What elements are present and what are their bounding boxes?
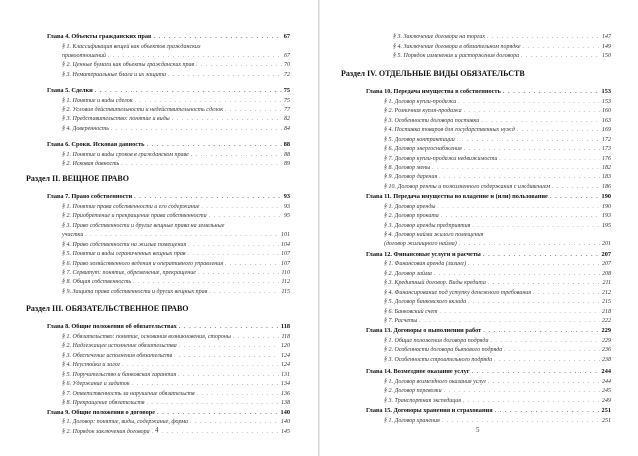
toc-page-number: 195: [602, 223, 611, 229]
toc-page-number: 215: [602, 299, 611, 305]
dot-leader: [179, 322, 279, 332]
toc-entry-title: § 1. Понятие и виды сделок: [62, 98, 133, 104]
toc-page-number: 211: [602, 280, 611, 286]
toc-section-entry[interactable]: [384, 239, 611, 249]
toc-chapter-entry[interactable]: [47, 140, 290, 150]
toc-entry-title: § 2. Договор займа: [384, 271, 432, 277]
toc-page-number: 134: [281, 381, 290, 387]
toc-section-entry[interactable]: [62, 159, 290, 169]
dot-leader: [487, 32, 600, 42]
dot-leader: [209, 287, 279, 297]
toc-page-number: 163: [602, 118, 611, 124]
dot-leader: [521, 51, 600, 61]
left-page: [0, 0, 317, 456]
toc-chapter-entry[interactable]: [47, 192, 290, 202]
toc-chapter-entry[interactable]: [366, 326, 611, 336]
toc-page-number: 190: [602, 204, 611, 210]
toc-entry-title: (договор жилищного найма): [384, 241, 457, 247]
toc-chapter-entry[interactable]: [366, 406, 611, 416]
toc-entry-title: § 7. Сервитут: понятие, обременение, прекращение: [62, 270, 196, 276]
toc-page-number: 212: [602, 290, 611, 296]
toc-section-entry[interactable]: [384, 125, 611, 135]
toc-page-number: 77: [284, 107, 290, 113]
toc-page-number: 251: [602, 418, 611, 424]
toc-page-number: 153: [601, 88, 611, 95]
toc-entry-title: § 2. Условия действительности и недействительность сделок: [62, 107, 224, 113]
dot-leader: [488, 278, 601, 288]
dot-leader: [464, 144, 600, 154]
toc-page-number: 101: [281, 232, 290, 238]
toc-entry-title: § 4. Договор найма жилого помещения: [384, 232, 484, 238]
toc-page-number: 131: [281, 372, 290, 378]
toc-entry-title: § 6. Банковский счет: [384, 309, 438, 315]
toc-chapter-entry[interactable]: [47, 32, 290, 42]
toc-entry-title: Глава 12. Финансовые услуги и расчеты: [366, 251, 481, 258]
toc-page-number: 140: [280, 409, 290, 416]
toc-page-number: 218: [602, 309, 611, 315]
toc-section-entry[interactable]: [62, 60, 290, 70]
dot-leader: [504, 345, 600, 355]
toc-entry-title: § 2. Договор перевозки: [384, 388, 442, 394]
toc-part-heading: Раздел IV. ОТДЕЛЬНЫЕ ВИДЫ ОБЯЗАТЕЛЬСТВ: [341, 69, 525, 78]
toc-entry-title: § 3. Заключение договора на торгах: [393, 34, 486, 40]
toc-entry-title: § 1. Понятие и виды сроков в гражданском праве: [62, 152, 189, 158]
dot-leader: [121, 159, 282, 169]
dot-leader: [550, 192, 600, 202]
toc-section-entry[interactable]: [384, 355, 611, 365]
dot-leader: [209, 211, 282, 221]
toc-chapter-entry[interactable]: [366, 367, 611, 377]
toc-page-number: 72: [284, 72, 290, 78]
toc-entry-title: § 5. Поручительство и банковская гарантия: [62, 372, 177, 378]
toc-entry-title: § 8. Общая собственность: [62, 279, 132, 285]
dot-leader: [468, 297, 600, 307]
toc-page-number: 229: [601, 327, 611, 334]
toc-part-heading: Раздел III. ОБЯЗАТЕЛЬСТВЕННОЕ ПРАВО: [26, 304, 189, 313]
toc-entry-title: § 5. Договор банковского вклада: [384, 299, 467, 305]
toc-entry-title: Глава 5. Сделки: [47, 87, 93, 94]
toc-section-entry[interactable]: [62, 211, 290, 221]
toc-page-number: 201: [602, 241, 611, 247]
toc-page-number: 93: [283, 193, 290, 200]
toc-entry-title: § 1. Договор возмездного оказания услуг: [384, 379, 486, 385]
toc-entry-title: § 4. Финансирование под уступку денежного требования: [384, 290, 532, 296]
toc-page-number: 124: [281, 362, 290, 368]
toc-page-number: 160: [602, 108, 611, 114]
toc-page-number: 70: [284, 62, 290, 68]
toc-entry-title: Глава 4. Объекты гражданских прав: [47, 33, 152, 40]
toc-entry-title: § 1. Финансовая аренда (лизинг): [384, 261, 467, 267]
dot-leader: [179, 341, 279, 351]
dot-leader: [468, 259, 600, 269]
toc-part-heading: Раздел II. ВЕЩНОЕ ПРАВО: [26, 174, 129, 183]
toc-page-number: 145: [281, 429, 290, 435]
toc-entry-title: § 5. Порядок изменения и расторжения договора: [393, 53, 520, 59]
dot-leader: [494, 355, 600, 365]
toc-section-entry[interactable]: [62, 114, 290, 124]
toc-page-number: 75: [284, 98, 290, 104]
dot-leader: [552, 182, 600, 192]
toc-entry-title: Глава 14. Возмездное оказание услуг: [366, 368, 470, 375]
toc-page-number: 244: [602, 379, 611, 385]
toc-entry-title: § 4. Поставка товаров для государственных нужд: [384, 127, 515, 133]
toc-page-number: 186: [602, 184, 611, 190]
dot-leader: [172, 114, 282, 124]
toc-page-number: 190: [601, 193, 611, 200]
toc-page-number: 118: [280, 323, 290, 330]
toc-entry-title: § 2. Приобретение и прекращение права собственности: [62, 213, 207, 219]
toc-section-entry[interactable]: [384, 182, 611, 192]
toc-section-entry[interactable]: [62, 379, 290, 389]
toc-page-number: 169: [602, 127, 611, 133]
toc-entry-title: Глава 11. Передача имущества во владение и (или) пользование: [366, 193, 548, 200]
toc-chapter-entry[interactable]: [47, 322, 290, 332]
toc-entry-title: § 9. Договор дарения: [384, 174, 438, 180]
dot-leader: [152, 427, 279, 437]
toc-page-number: 112: [281, 279, 290, 285]
toc-section-entry[interactable]: [384, 386, 611, 396]
toc-entry-title: § 3. Кредитный договор. Виды кредита: [384, 280, 486, 286]
dot-leader: [196, 60, 282, 70]
dot-leader: [111, 124, 282, 134]
toc-page-number: 173: [602, 146, 611, 152]
toc-entry-title: § 3. Нематериальные блага и их защита: [62, 72, 167, 78]
toc-entry-title: § 1. Договор: понятие, виды, содержание, форма: [62, 419, 189, 425]
toc-section-entry[interactable]: [62, 417, 290, 427]
toc-page-number: 107: [281, 261, 290, 267]
toc-page-number: 88: [283, 141, 290, 148]
dot-leader: [483, 326, 599, 336]
toc-entry-title: § 4. Заключение договора в обязательном порядке: [393, 44, 521, 50]
toc-page-number: 120: [281, 343, 290, 349]
toc-page-number: 84: [284, 126, 290, 132]
toc-entry-title: § 4. Доверенность: [62, 126, 109, 132]
toc-entry-title: § 8. Прекращение обязательств: [62, 400, 145, 406]
dot-leader: [442, 416, 600, 426]
dot-leader: [122, 360, 279, 370]
toc-section-entry[interactable]: [393, 32, 611, 42]
toc-page-number: 75: [283, 87, 290, 94]
toc-entry-title: § 4. Неустойка и залог: [62, 362, 121, 368]
toc-entry-title: § 2. Исковая давность: [62, 161, 120, 167]
toc-entry-title: § 2. Розничная купля-продажа: [384, 108, 462, 114]
toc-entry-title: § 2. Особенности договора бытового подряда: [384, 347, 503, 353]
dot-leader: [495, 406, 600, 416]
toc-entry-title: Глава 15. Договоры хранения и страхования: [366, 407, 493, 414]
toc-entry-title: § 2. Ценные бумаги как объекты гражданских прав: [62, 62, 195, 68]
toc-entry-title: § 3. Особенности договора поставки: [384, 118, 480, 124]
toc-entry-title: § 6. Право хозяйственного ведения и оперативного управления: [62, 261, 224, 267]
toc-page-number: 136: [281, 391, 290, 397]
page-number-right: 5: [476, 426, 480, 434]
toc-page-number: 82: [284, 116, 290, 122]
dot-leader: [147, 140, 282, 150]
dot-leader: [463, 396, 600, 406]
dot-leader: [472, 367, 600, 377]
toc-entry-title: § 3. Особенности строительного подряда: [384, 357, 493, 363]
toc-page-number: 124: [281, 353, 290, 359]
toc-entry-title: § 9. Защита права собственности и других вещных прав: [62, 289, 208, 295]
toc-chapter-entry[interactable]: [366, 87, 611, 97]
toc-page-number: 176: [602, 156, 611, 162]
toc-page-number: 67: [284, 53, 290, 59]
toc-entry-title: § 3. Договор аренды предприятия: [384, 223, 471, 229]
toc-entry-title: Глава 8. Общие положения об обязательствах: [47, 323, 177, 330]
toc-section-entry[interactable]: [393, 51, 611, 61]
toc-page-number: 88: [284, 152, 290, 158]
dot-leader: [419, 316, 600, 326]
dot-leader: [503, 87, 600, 97]
toc-page-number: 183: [602, 174, 611, 180]
toc-entry-title: Глава 13. Договоры о выполнении работ: [366, 327, 482, 334]
dot-leader: [85, 230, 279, 240]
toc-entry-title: § 7. Ответственность за нарушение обязательств: [62, 391, 195, 397]
toc-page-number: 104: [281, 242, 290, 248]
dot-leader: [464, 106, 600, 116]
toc-page-number: 251: [601, 407, 611, 414]
dot-leader: [190, 417, 279, 427]
toc-entry-title: правоотношений: [62, 53, 107, 59]
toc-section-entry[interactable]: [62, 398, 290, 408]
toc-section-entry[interactable]: [62, 360, 290, 370]
toc-page-number: 67: [283, 33, 290, 40]
toc-entry-title: § 5. Договор контрактации: [384, 137, 455, 143]
toc-page-number: 193: [602, 213, 611, 219]
toc-entry-title: § 1. Понятие права собственности и его содержание: [62, 204, 200, 210]
toc-page-number: 249: [602, 398, 611, 404]
right-page: [321, 0, 638, 456]
toc-chapter-entry[interactable]: [47, 86, 290, 96]
dot-leader: [95, 86, 282, 96]
toc-section-entry[interactable]: [62, 249, 290, 259]
dot-leader: [134, 192, 282, 202]
dot-leader: [153, 32, 281, 42]
toc-page-number: 238: [602, 357, 611, 363]
toc-entry-title: § 6. Удержание и задаток: [62, 381, 130, 387]
toc-section-entry[interactable]: [384, 211, 611, 221]
toc-page-number: 89: [284, 161, 290, 167]
toc-entry-title: § 1. Договор аренды: [384, 204, 436, 210]
toc-entry-title: § 1. Классификация вещей как объектов гражданских: [62, 44, 201, 50]
toc-entry-title: участки: [62, 232, 84, 238]
toc-entry-title: § 2. Порядок заключения договора: [62, 429, 150, 435]
toc-section-entry[interactable]: [384, 396, 611, 406]
dot-leader: [133, 277, 279, 287]
toc-entry-title: § 5. Понятие и виды ограниченных вещных прав: [62, 251, 186, 257]
toc-entry-title: § 7. Расчеты: [384, 318, 418, 324]
toc-entry-title: § 3. Транспортная экспедиция: [384, 398, 462, 404]
toc-entry-title: Глава 9. Общие положения о договоре: [47, 409, 156, 416]
toc-page-number: 207: [601, 251, 611, 258]
toc-entry-title: Глава 7. Право собственности: [47, 193, 133, 200]
toc-page-number: 115: [281, 289, 290, 295]
toc-page-number: 229: [602, 338, 611, 344]
toc-page-number: 147: [602, 34, 611, 40]
toc-entry-title: § 2. Надлежащее исполнение обязательства: [62, 343, 177, 349]
toc-page-number: 153: [602, 99, 611, 105]
toc-entry-title: § 3. Право собственности и другие вещные права на земельные: [62, 223, 225, 229]
toc-entry-title: § 2. Договор проката: [384, 213, 439, 219]
toc-section-entry[interactable]: [384, 416, 611, 426]
toc-section-entry[interactable]: [384, 106, 611, 116]
toc-entry-title: Глава 6. Сроки. Исковая давность: [47, 141, 145, 148]
dot-leader: [517, 125, 600, 135]
toc-page-number: 245: [602, 388, 611, 394]
page-number-left: 4: [155, 426, 159, 434]
toc-page-number: 222: [602, 318, 611, 324]
toc-section-entry[interactable]: [384, 278, 611, 288]
toc-entry-title: § 1. Общие положения договора подряда: [384, 338, 489, 344]
toc-section-entry[interactable]: [384, 345, 611, 355]
toc-entry-title: § 3. Представительство: понятие и виды: [62, 116, 170, 122]
dot-leader: [132, 379, 279, 389]
toc-page-number: 93: [284, 204, 290, 210]
toc-page-number: 107: [281, 251, 290, 257]
toc-entry-title: § 8. Договор мены: [384, 165, 431, 171]
toc-section-entry[interactable]: [384, 297, 611, 307]
dot-leader: [168, 70, 282, 80]
toc-page-number: 95: [284, 213, 290, 219]
toc-entry-title: § 4. Право собственности на жилые помещения: [62, 242, 187, 248]
toc-section-entry[interactable]: [62, 124, 290, 134]
toc-section-entry[interactable]: [384, 259, 611, 269]
toc-page-number: 244: [601, 368, 611, 375]
dot-leader: [439, 172, 600, 182]
toc-page-number: 182: [602, 165, 611, 171]
toc-entry-title: § 6. Договор энергоснабжения: [384, 146, 462, 152]
toc-section-entry[interactable]: [62, 427, 290, 437]
toc-page-number: 207: [602, 261, 611, 267]
toc-page-number: 149: [602, 44, 611, 50]
toc-entry-title: § 3. Обеспечение исполнения обязательств: [62, 353, 173, 359]
toc-entry-title: § 10. Договор ренты и пожизненного содержания с иждивением: [384, 184, 551, 190]
toc-section-entry[interactable]: [62, 230, 290, 240]
dot-leader: [441, 211, 600, 221]
toc-entry-title: § 1. Договор хранения: [384, 418, 440, 424]
dot-leader: [147, 398, 280, 408]
toc-chapter-entry[interactable]: [366, 192, 611, 202]
toc-page-number: 150: [602, 53, 611, 59]
toc-page-number: 208: [602, 271, 611, 277]
toc-section-entry[interactable]: [62, 70, 290, 80]
toc-entry-title: § 1. Договор купли-продажи: [384, 99, 457, 105]
toc-entry-title: Глава 10. Передача имущества в собственность: [366, 88, 501, 95]
dot-leader: [444, 386, 600, 396]
toc-section-entry[interactable]: [384, 172, 611, 182]
dot-leader: [187, 249, 279, 259]
dot-leader: [459, 239, 600, 249]
toc-page-number: 172: [602, 137, 611, 143]
toc-section-entry[interactable]: [62, 341, 290, 351]
toc-section-entry[interactable]: [62, 277, 290, 287]
toc-entry-title: § 7. Договор купли-продажи недвижимости: [384, 156, 498, 162]
toc-page-number: 138: [281, 400, 290, 406]
toc-page-number: 118: [281, 334, 290, 340]
toc-section-entry[interactable]: [62, 287, 290, 297]
toc-page-number: 236: [602, 347, 611, 353]
toc-page-number: 140: [281, 419, 290, 425]
toc-section-entry[interactable]: [384, 316, 611, 326]
book-gutter: [318, 0, 320, 456]
toc-entry-title: § 1. Обязательство: понятие, основания возникновения, стороны: [62, 334, 231, 340]
toc-section-entry[interactable]: [384, 144, 611, 154]
toc-page-number: 110: [281, 270, 290, 276]
